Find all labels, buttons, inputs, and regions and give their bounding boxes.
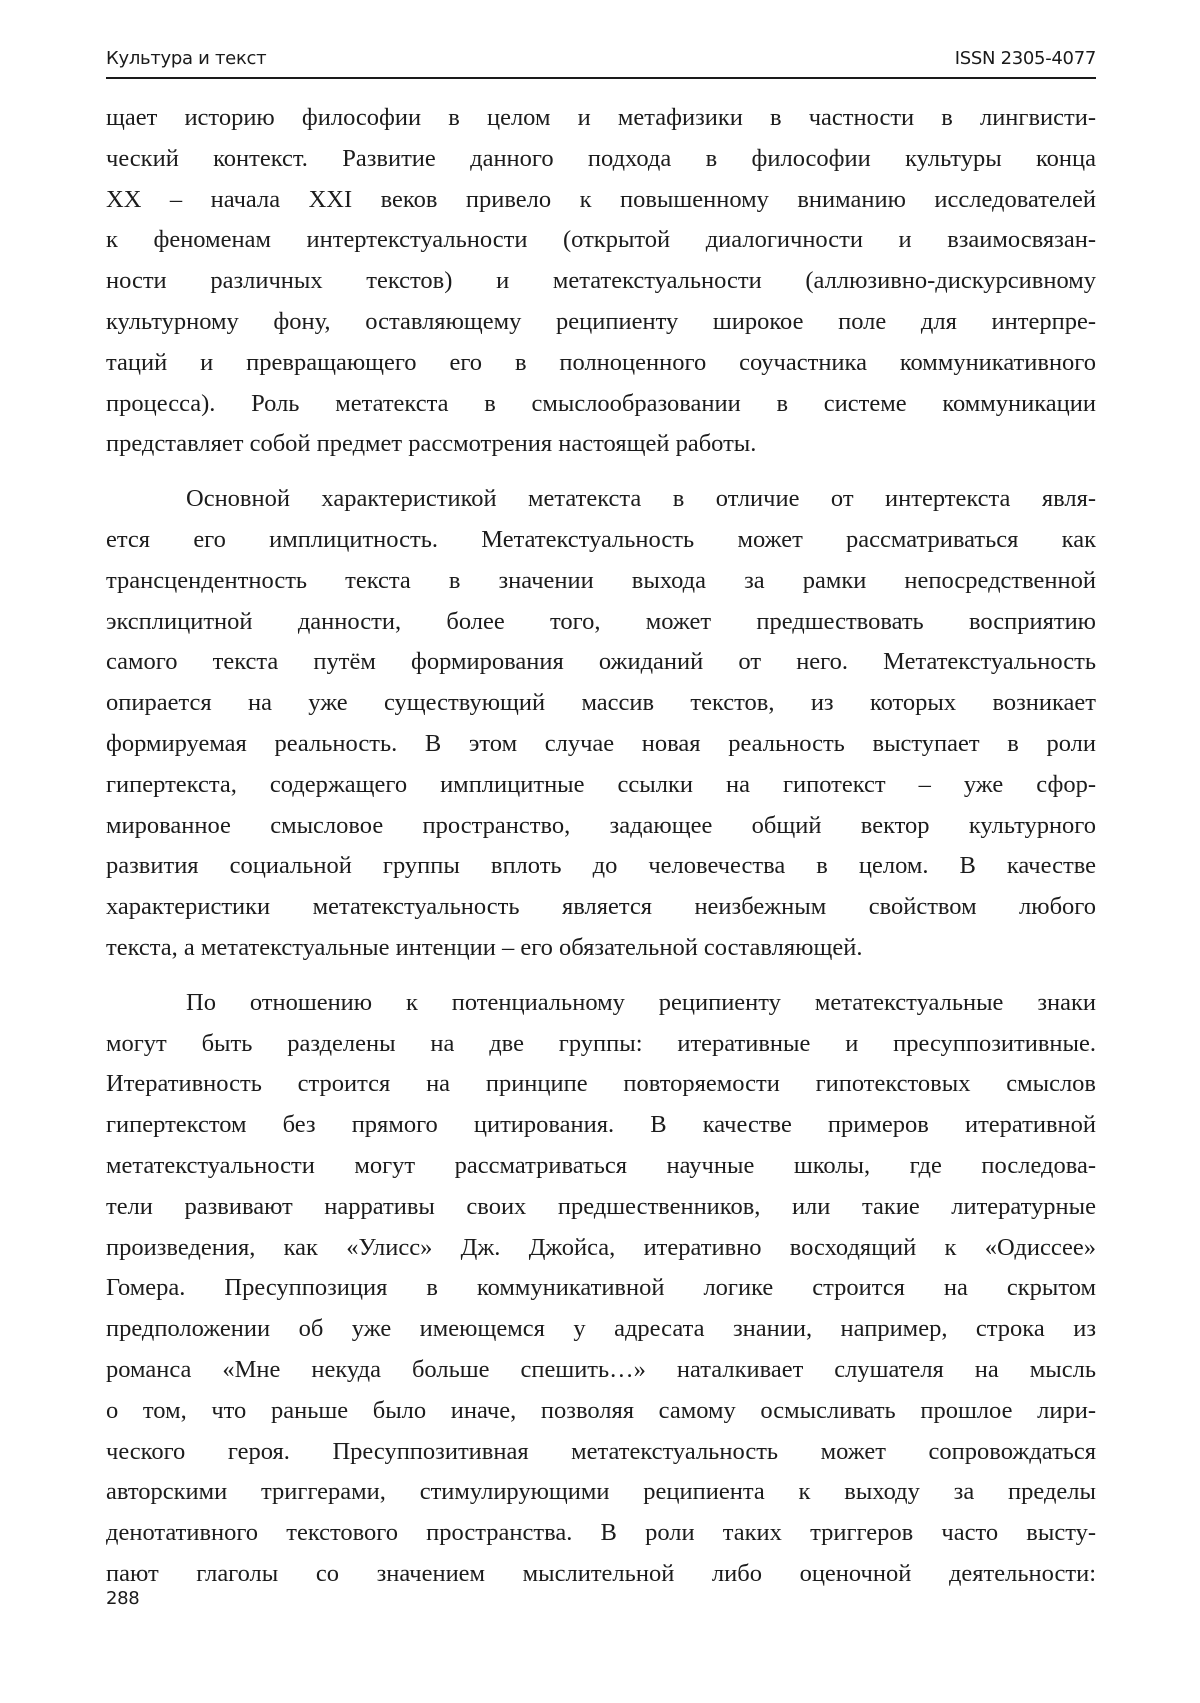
issn-label: ISSN 2305-4077 [954,48,1096,69]
text-line: ческий контекст. Развитие данного подхода в философии культуры конца [106,144,1096,172]
text-line: гипертекста, содержащего имплицитные ссылки на гипотекст – уже сфор- [106,770,1096,798]
text-line: мированное смысловое пространство, задающее общий вектор культурного [106,811,1096,839]
text-line: тели развивают нарративы своих предшественников, или такие литературные [106,1192,1096,1220]
text-line: денотативного текстового пространства. В роли таких триггеров часто высту- [106,1519,1096,1547]
text-line: пают глаголы со значением мыслительной либо оценочной деятельности: [106,1559,1096,1587]
paragraph-3 [106,983,1096,1595]
text-line: самого текста путём формирования ожиданий от него. Метатекстуальность [106,648,1096,676]
text-line: гипертекстом без прямого цитирования. В качестве примеров итеративной [106,1111,1096,1139]
text-line: характеристики метатекстуальность является неизбежным свойством любого [106,893,1096,921]
text-line: ческого героя. Пресуппозитивная метатекстуальность может сопровождаться [106,1437,1096,1465]
article-body [106,98,1096,1595]
text-line: романса «Мне некуда больше спешить…» наталкивает слушателя на мысль [106,1355,1096,1383]
header-divider [106,77,1096,79]
text-line: о том, что раньше было иначе, позволяя самому осмысливать прошлое лири- [106,1396,1096,1424]
text-line: Гомера. Пресуппозиция в коммуникативной логике строится на скрытом [106,1274,1096,1302]
text-line: предположении об уже имеющемся у адресата знании, например, строка из [106,1315,1096,1343]
text-line: могут быть разделены на две группы: итеративные и пресуппозитивные. [106,1029,1096,1057]
text-line: Основной характеристикой метатекста в отличие от интертекста явля- [186,485,1096,513]
text-line: представляет собой предмет рассмотрения настоящей работы. [106,430,757,458]
text-line: опирается на уже существующий массив текстов, из которых возникает [106,689,1096,717]
text-line: эксплицитной данности, более того, может предшествовать восприятию [106,607,1096,635]
text-line: процесса). Роль метатекста в смыслообразовании в системе коммуникации [106,389,1096,417]
text-line: Итеративность строится на принципе повторяемости гипотекстовых смыслов [106,1070,1096,1098]
text-line: формируемая реальность. В этом случае новая реальность выступает в роли [106,729,1096,757]
text-line: культурному фону, оставляющему реципиенту широкое поле для интерпре- [106,307,1096,335]
text-line: текста, а метатекстуальные интенции – его обязательной составляющей. [106,933,863,961]
text-line: произведения, как «Улисс» Дж. Джойса, итеративно восходящий к «Одиссее» [106,1233,1096,1261]
paragraph-2 [106,479,1096,969]
text-line: таций и превращающего его в полноценного соучастника коммуникативного [106,348,1096,376]
text-line: к феноменам интертекстуальности (открытой диалогичности и взаимосвязан- [106,226,1096,254]
text-line: XX – начала XXI веков привело к повышенному вниманию исследователей [106,185,1096,213]
text-line: трансцендентность текста в значении выхода за рамки непосредственной [106,566,1096,594]
journal-title: Культура и текст [106,48,267,69]
text-line: По отношению к потенциальному реципиенту метатекстуальные знаки [186,988,1096,1016]
text-line: ется его имплицитность. Метатекстуальность может рассматриваться как [106,525,1096,553]
text-line: метатекстуальности могут рассматриваться научные школы, где последова- [106,1151,1096,1179]
running-header [106,44,1096,74]
paragraph-1 [106,98,1096,465]
text-line: щает историю философии в целом и метафизики в частности в лингвисти- [106,104,1096,131]
text-line: авторскими триггерами, стимулирующими реципиента к выходу за пределы [106,1478,1096,1506]
text-line: развития социальной группы вплоть до человечества в целом. В качестве [106,852,1096,880]
text-line: ности различных текстов) и метатекстуальности (аллюзивно-дискурсивному [106,267,1096,295]
page-number: 288 [106,1588,140,1609]
